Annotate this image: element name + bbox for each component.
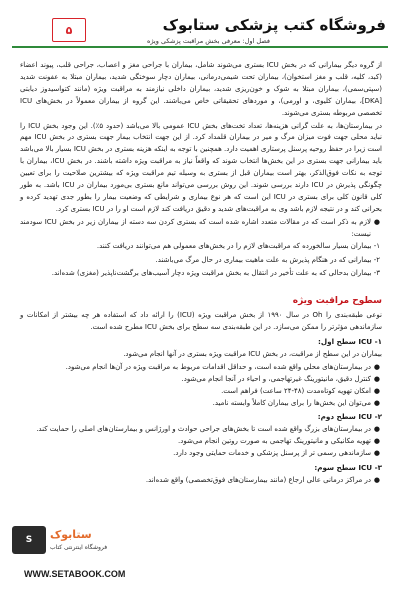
- list-item: [20, 374, 382, 386]
- list-item: [20, 424, 382, 436]
- page-number-badge: [52, 18, 86, 42]
- page-header: [12, 6, 388, 54]
- intro-paragraph: از گروه دیگر بیمارانی که در بخش ICU بستری می‌شوند شامل، بیماران با جراحی مغز و اعصاب، جراحی قلب، پیوند اعضاء (کبد، کلیه، قلب و مغز استخوان)، بیماران تحت شیمی‌درمانی، بیماران دچار سوختگی شدید، بیماران مبتلا به عفونت شدید (سپتی‌سمی)، بیماران مبتلا به شوک و خون‌ریزی شدید، بیماران داخلی نیازمند به مراقبت ویژه (مانند کتواسیدوز دیابتی [DKA]، بیماران کلیوی، و اورمی)، و موردهای تحقیقاتی خاص می‌باشند. این گروه از بیماران معمولاً در بخش‌های ICU تخصصی مربوطه بستری می‌شوند.: [20, 61, 382, 117]
- bullet-icon: ●: [373, 449, 380, 458]
- list-item: [20, 436, 382, 448]
- intro-paragraph: در بیمارستان‌ها، به علت گرانی هزینه‌ها، تعداد تخت‌های بخش ICU عمومی بالا می‌باشد (حدود ۵٪). این وجود بخش ICU را نباید محلی جهت فوت میزان مرگ و میر در بیماران قلمداد کرد. از این جهت انتخاب بیمار جهت بستری در بخش ICU مهم است زیرا در حفظ روحیه پرسنل پرستاری اهمیت دارد. همچنین با توجه به اینکه هزینه بستری در بخش ICU بسیار بالا می‌باشد باید بیمارانی جهت بستری در این بخش‌ها انتخاب شوند که واقعاً نیاز به مراقبت ویژه داشته باشند. در بخش ICU، بیماران با توجه به نکات فوق‌الذکر، بهتر است بیماران قبل از بستری به وسیله تیم مراقبت ویژه که بیشترین صلاحیت را برای تعیین چگونگی پذیرش در ICU دارند بررسی شوند. این روش بررسی می‌تواند مانع بستری بی‌مورد بیماران در ICU باشد. به طور کلی قانون کلی برای بستری در ICU این است که هر نوع بیماری و شرایطی که وضعیت بیمار را بطور جدی تهدید کرده و بحرانی کند و در نتیجه لازم باشد وی به مراقبت‌های شدید و دقیق دریافت کند لازم است او را در ICU بستری کرد.: [20, 121, 383, 213]
- page-body: [20, 60, 382, 569]
- list-item-text: در بیمارستان‌های بزرگ واقع شده است تا بخش‌های جراحی حوادث و اورژانس و بیمارستان‌های اصلی را حمایت کند.: [36, 425, 371, 434]
- list-item-text: در بیمارستان‌های محلی واقع شده است، و حداقل اقدامات مربوط به مراقبت ویژه در آن‌ها انجام می‌شود.: [65, 362, 371, 371]
- list-item-text: می‌توان این بخش‌ها را برای بیماران کاملاً وابسته نامید.: [212, 398, 371, 407]
- bullet-icon: ●: [373, 398, 380, 407]
- list-item: [20, 475, 382, 487]
- bullet-icon: ●: [373, 374, 380, 383]
- numbered-item: ۱- بیماران بسیار سالخورده که مراقبت‌های لازم را در بخش‌های معمولی هم می‌توانند دریافت کنند.: [96, 241, 380, 250]
- logo-glyph: S: [25, 535, 33, 545]
- list-item: [20, 362, 382, 374]
- bullet-icon: ●: [373, 362, 380, 371]
- level2-heading: ۲- ICU سطح دوم:: [317, 412, 382, 422]
- bullet-icon: ●: [373, 437, 380, 446]
- section-heading: سطوح مراقبت ویژه: [292, 296, 382, 307]
- bullet-icon: ●: [373, 476, 380, 484]
- website-url[interactable]: WWW.SETABOOK.COM: [24, 569, 126, 579]
- level1-heading: ۱- ICU سطح اول:: [318, 337, 382, 347]
- list-item: [20, 448, 382, 460]
- numbered-item: ۳- بیماران بدحالی که به علت تأخیر در انتقال به بخش مراقبت ویژه دچار آسیب‌های برگشت‌ناپذیر (مغزی) شده‌اند.: [51, 269, 380, 278]
- header-divider: [12, 46, 388, 48]
- chapter-subtitle: فصل اول: معرفی بخش مراقبت پزشکی ویژه: [146, 37, 270, 45]
- list-item-text: کنترل دقیق، مانیتورینگ غیرتهاجمی، و احیاء در آنجا انجام می‌شود.: [181, 374, 371, 383]
- list-item-text: امکان تهویه کوتاه‌مدت (۴۸-۲۴ ساعت) فراهم است.: [221, 386, 371, 395]
- bullet-icon: ●: [373, 425, 380, 434]
- list-item: [20, 398, 382, 410]
- bullet-note: [20, 217, 382, 241]
- page-title: فروشگاه کتب پزشکی ستابوک: [162, 16, 386, 34]
- bullet-icon: ●: [373, 217, 380, 226]
- logo-brand: ستابوک: [50, 528, 92, 541]
- list-item: [20, 386, 382, 398]
- section-intro: نوعی طبقه‌بندی را Oh در سال ۱۹۹۰ از بخش مراقبت ویژه (ICU) را ارائه داد که استفاده هر چه بیشتر از امکانات و سازماندهی مؤثرتر را ممکن می‌سازد. در این طبقه‌بندی سه سطح برای بخش ICU مطرح شده است.: [20, 311, 382, 332]
- setabook-logo: [12, 524, 116, 564]
- list-item-text: تهویه مکانیکی و مانیتورینگ تهاجمی به صورت روتین انجام می‌شود.: [178, 437, 371, 446]
- level3-heading: ۳- ICU سطح سوم:: [314, 463, 382, 473]
- page-number: ۵: [65, 23, 73, 37]
- list-item-text: در مراکز درمانی عالی ارجاع (مانند بیمارستان‌های فوق‌تخصصی) واقع شده‌اند.: [145, 476, 371, 484]
- list-item-text: سازماندهی رسمی تر از پرسنل پزشکی و خدمات حمایتی وجود دارد.: [173, 449, 371, 458]
- logo-icon: [12, 526, 46, 554]
- bullet-note-text: لازم به ذکر است که در مقالات متعدد اشاره شده است که بستری کردن سه دسته از بیماران زیر در بخش ICU سودمند نیست:: [20, 217, 371, 238]
- logo-tagline: فروشگاه اینترنتی کتاب: [50, 544, 108, 551]
- numbered-item: ۲- بیمارانی که در هنگام پذیرش به علت ماهیت بیماری در حال مرگ می‌باشند.: [155, 255, 380, 264]
- bullet-icon: ●: [373, 386, 380, 395]
- level1-intro: بیماران در این سطح از مراقبت، در بخش ICU مراقبت ویژه بستری در آنها انجام می‌شود.: [123, 349, 382, 358]
